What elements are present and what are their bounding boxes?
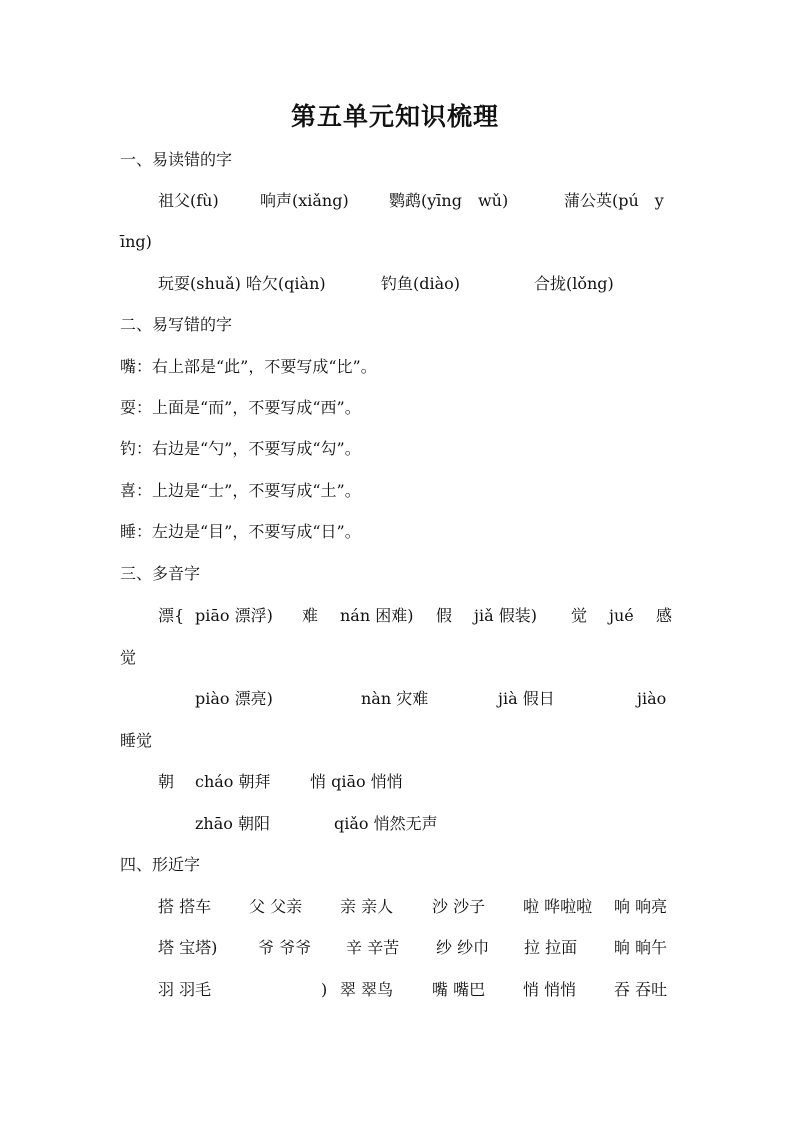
misread-word-8: 合拢(lǒng): [534, 274, 614, 293]
miswritten-item: 耍：上面是“而”，不要写成“西”。: [120, 398, 361, 417]
polyphonic-reading: nán 困难): [340, 606, 414, 625]
page-title: 第五单元知识梳理: [291, 102, 500, 131]
section-heading-miswritten: 二、易写错的字: [120, 315, 233, 334]
polyphonic-reading: jià 假日: [498, 689, 555, 708]
polyphonic-reading: qiǎo 悄然无声: [334, 814, 438, 833]
section-heading-misread: 一、易读错的字: [120, 150, 233, 169]
similar-char-item: 父 父亲: [249, 897, 303, 916]
misread-word-3: 鹦鹉(yīng wǔ): [389, 191, 509, 210]
similar-char-item: 拉 拉面: [524, 938, 578, 957]
polyphonic-word: 感: [656, 606, 673, 625]
similar-char-item: 啦 哗啦啦: [523, 897, 593, 916]
similar-char-item: 塔 宝塔): [158, 938, 218, 957]
misread-word-2: 响声(xiǎng): [260, 191, 349, 210]
misread-word-1: 祖父(fù): [158, 191, 219, 210]
similar-char-item: 爷 爷爷: [258, 938, 312, 957]
polyphonic-char: 难: [302, 606, 319, 625]
similar-char-item: 羽 羽毛: [158, 980, 212, 999]
polyphonic-char: 假: [436, 606, 453, 625]
polyphonic-reading: jiǎ 假装): [474, 606, 537, 625]
section-heading-similar-chars: 四、形近字: [120, 855, 201, 874]
polyphonic-reading: 悄 qiāo 悄悄: [310, 772, 403, 791]
polyphonic-char: 觉: [571, 606, 588, 625]
misread-word-4-continued: īng): [120, 232, 152, 251]
similar-char-item: 响 响亮: [614, 897, 668, 916]
polyphonic-reading: jué: [609, 606, 634, 625]
similar-char-item: 辛 辛苦: [346, 938, 400, 957]
similar-char-item: 沙 沙子: [432, 897, 486, 916]
polyphonic-reading: cháo 朝拜: [195, 772, 271, 791]
similar-char-item: 吞 吞吐: [614, 980, 668, 999]
polyphonic-reading: piāo 漂浮): [195, 606, 273, 625]
misread-word-7: 钓鱼(diào): [381, 274, 461, 293]
similar-char-item: 翠 翠鸟: [340, 980, 394, 999]
polyphonic-word-continued: 觉: [120, 648, 137, 667]
miswritten-item: 喜：上边是“士”，不要写成“土”。: [120, 481, 361, 500]
misread-word-5-6: 玩耍(shuǎ) 哈欠(qiàn): [158, 274, 326, 293]
similar-char-item: 纱 纱巾: [436, 938, 490, 957]
polyphonic-char: 朝: [158, 772, 175, 791]
similar-char-item: 嘴 嘴巴: [432, 980, 486, 999]
section-heading-polyphonic: 三、多音字: [120, 564, 201, 583]
polyphonic-word-continued: 睡觉: [120, 731, 153, 750]
similar-char-item: 亲 亲人: [340, 897, 394, 916]
similar-char-paren: ): [321, 980, 328, 999]
miswritten-item: 嘴：右上部是“此”，不要写成“比”。: [120, 357, 377, 376]
misread-word-4: 蒲公英(pú y: [564, 191, 664, 210]
polyphonic-reading: jiào: [637, 689, 667, 708]
similar-char-item: 搭 搭车: [158, 897, 212, 916]
polyphonic-char: 漂{: [158, 606, 185, 625]
similar-char-item: 悄 悄悄: [523, 980, 577, 999]
miswritten-item: 睡：左边是“目”，不要写成“日”。: [120, 522, 361, 541]
polyphonic-reading: piào 漂亮): [195, 689, 273, 708]
miswritten-item: 钓：右边是“勺”，不要写成“勾”。: [120, 439, 361, 458]
similar-char-item: 晌 晌午: [614, 938, 668, 957]
polyphonic-reading: zhāo 朝阳: [195, 814, 270, 833]
polyphonic-reading: nàn 灾难: [361, 689, 429, 708]
